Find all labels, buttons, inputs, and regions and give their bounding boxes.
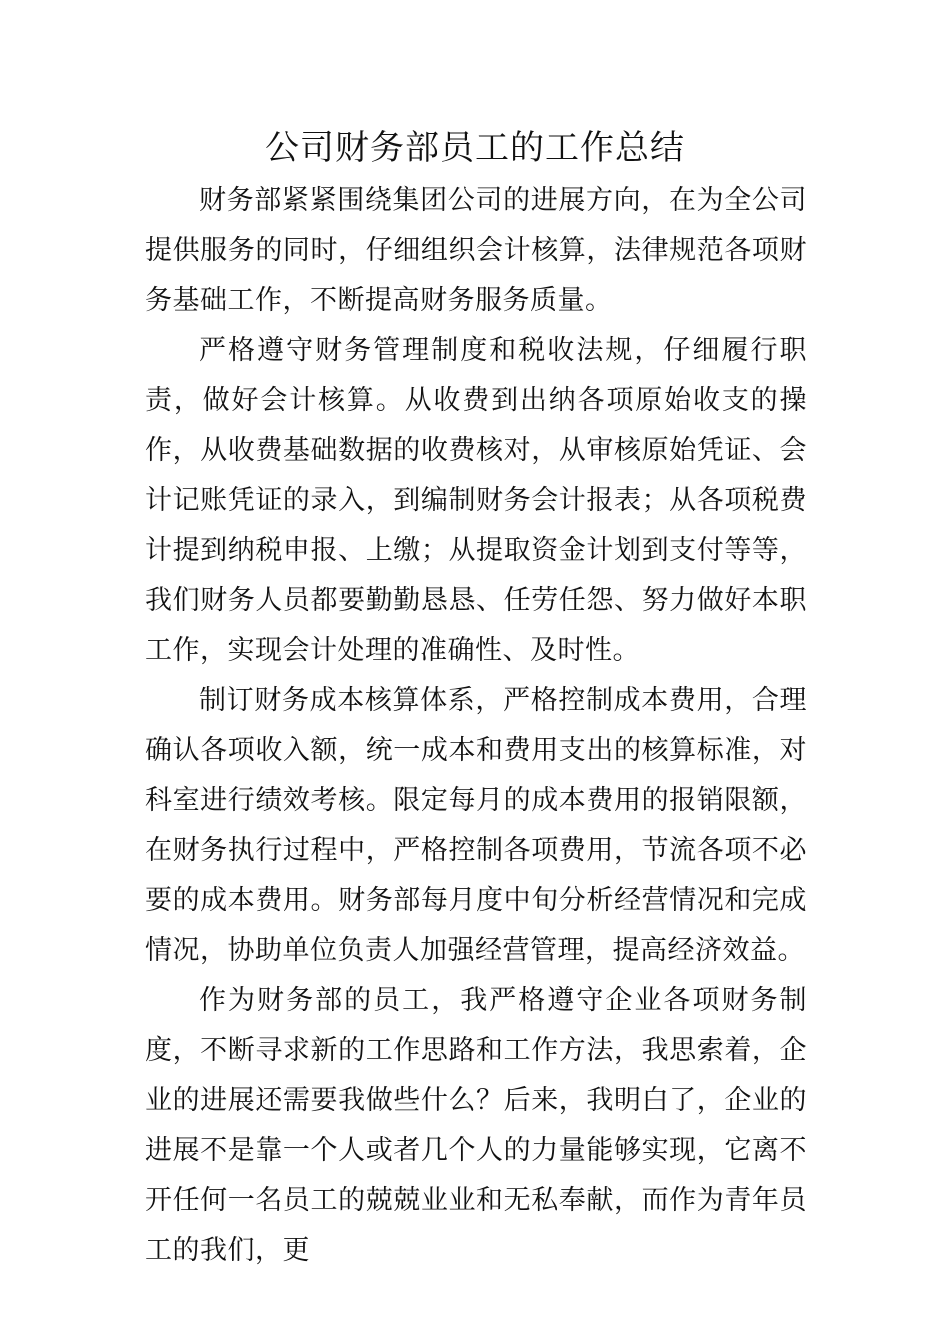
paragraph-3: 制订财务成本核算体系，严格控制成本费用，合理确认各项收入额，统一成本和费用支出的核算标准，对科室进行绩效考核。限定每月的成本费用的报销限额，在财务执行过程中，严格控制各项费用，节流各项不必要的成本费用。财务部每月度中旬分析经营情况和完成情况，协助单位负责人加强经营管理，提高经济效益。 [145, 685, 807, 966]
document-title: 公司财务部员工的工作总结 [265, 128, 685, 168]
document-body [145, 176, 807, 1276]
paragraph-2: 严格遵守财务管理制度和税收法规，仔细履行职责，做好会计核算。从收费到出纳各项原始收支的操作，从收费基础数据的收费核对，从审核原始凭证、会计记账凭证的录入，到编制财务会计报表；从各项税费计提到纳税申报、上缴；从提取资金计划到支付等等，我们财务人员都要勤勤恳恳、任劳任怨、努力做好本职工作，实现会计处理的准确性、及时性。 [145, 335, 807, 666]
paragraph-1: 财务部紧紧围绕集团公司的进展方向，在为全公司提供服务的同时，仔细组织会计核算，法律规范各项财务基础工作，不断提高财务服务质量。 [145, 185, 807, 316]
paragraph-4: 作为财务部的员工，我严格遵守企业各项财务制度，不断寻求新的工作思路和工作方法，我思索着，企业的进展还需要我做些什么？后来，我明白了，企业的进展不是靠一个人或者几个人的力量能够实现，它离不开任何一名员工的兢兢业业和无私奉献，而作为青年员工的我们，更 [145, 985, 807, 1266]
